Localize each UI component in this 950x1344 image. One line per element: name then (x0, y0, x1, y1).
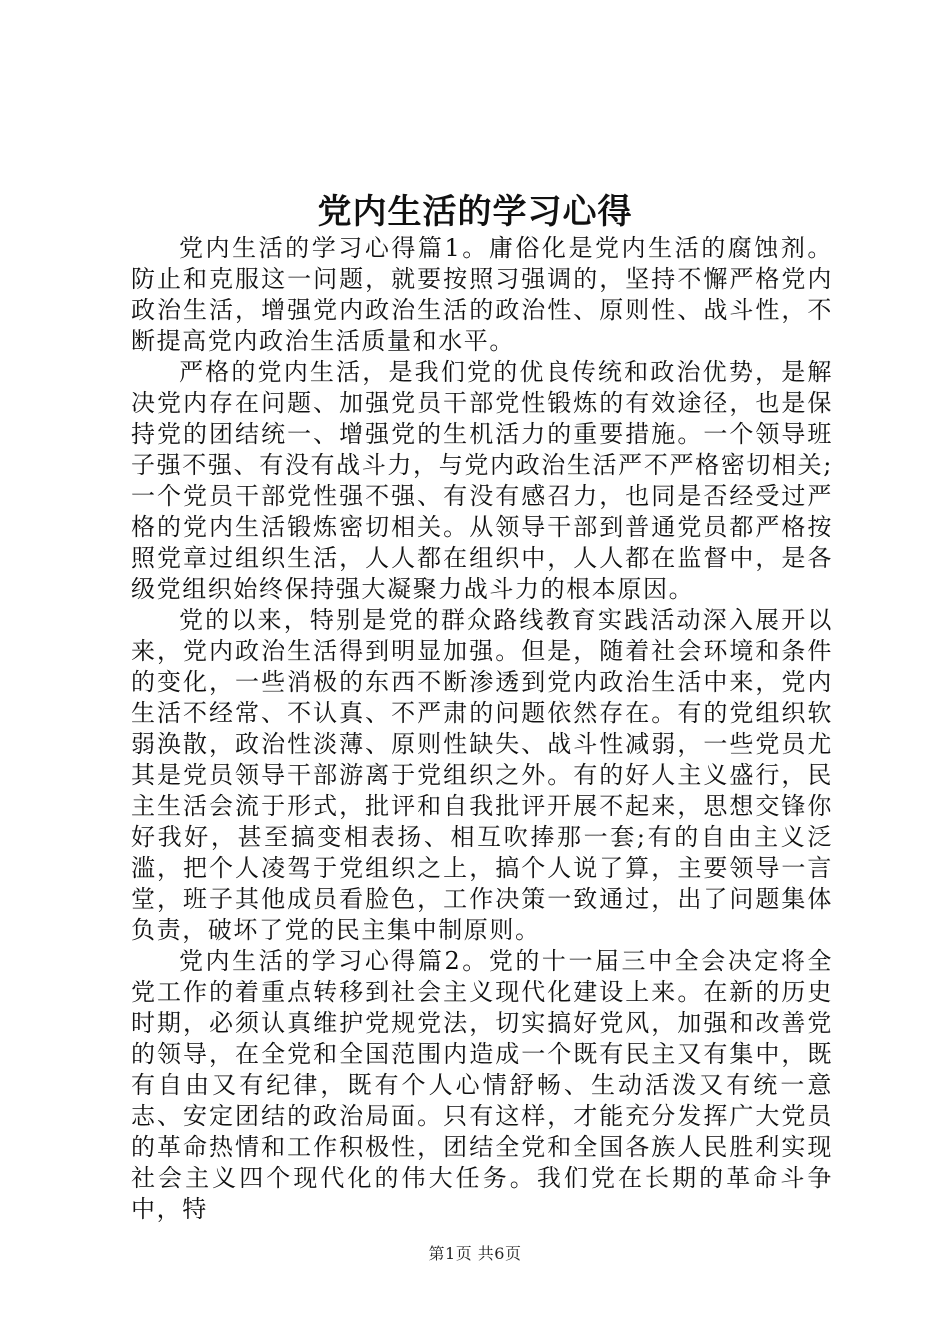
paragraph: 党内生活的学习心得篇1。庸俗化是党内生活的腐蚀剂。防止和克服这一问题，就要按照习强调的，坚持不懈严格党内政治生活，增强党内政治生活的政治性、原则性、战斗性，不断提高党内政治生活质量和水平。 (131, 234, 833, 355)
document-title: 党内生活的学习心得 (317, 192, 633, 232)
document-body (131, 233, 833, 1225)
paragraph: 严格的党内生活，是我们党的优良传统和政治优势，是解决党内存在问题、加强党员干部党性锻炼的有效途径，也是保持党的团结统一、增强党的生机活力的重要措施。一个领导班子强不强、有没有战斗力，与党内政治生活严不严格密切相关;一个党员干部党性强不强、有没有感召力，也同是否经受过严格的党内生活锻炼密切相关。从领导干部到普通党员都严格按照党章过组织生活，人人都在组织中，人人都在监督中，是各级党组织始终保持强大凝聚力战斗力的根本原因。 (131, 358, 833, 603)
paragraph: 党内生活的学习心得篇2。党的十一届三中全会决定将全党工作的着重点转移到社会主义现代化建设上来。在新的历史时期，必须认真维护党规党法，切实搞好党风，加强和改善党的领导，在全党和全国范围内造成一个既有民主又有集中，既有自由又有纪律，既有个人心情舒畅、生动活泼又有统一意志、安定团结的政治局面。只有这样，才能充分发挥广大党员的革命热情和工作积极性，团结全党和全国各族人民胜利实现社会主义四个现代化的伟大任务。我们党在长期的革命斗争中，特 (131, 947, 833, 1223)
page-number-footer: 第1页 共6页 (428, 1244, 522, 1263)
paragraph: 党的以来，特别是党的群众路线教育实践活动深入展开以来，党内政治生活得到明显加强。但是，随着社会环境和条件的变化，一些消极的东西不断渗透到党内政治生活中来，党内生活不经常、不认真、不严肃的问题依然存在。有的党组织软弱涣散，政治性淡薄、原则性缺失、战斗性减弱，一些党员尤其是党员领导干部游离于党组织之外。有的好人主义盛行，民主生活会流于形式，批评和自我批评开展不起来，思想交锋你好我好，甚至搞变相表扬、相互吹捧那一套;有的自由主义泛滥，把个人凌驾于党组织之上，搞个人说了算，主要领导一言堂，班子其他成员看脸色，工作决策一致通过，出了问题集体负责，破坏了党的民主集中制原则。 (131, 606, 833, 944)
